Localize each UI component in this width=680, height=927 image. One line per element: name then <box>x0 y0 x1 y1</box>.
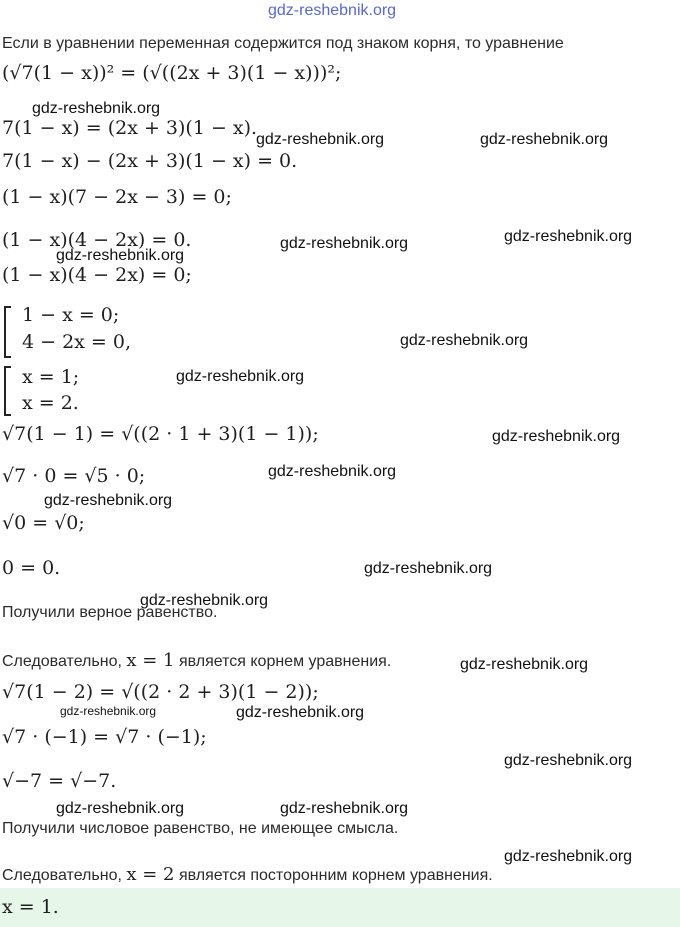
check-1-step-2: √7 · 0 = √5 · 0; <box>2 465 146 487</box>
system-eq-1: 1 − x = 0; <box>22 304 120 326</box>
equation-step-4: (1 − x)(7 − 2x − 3) = 0; <box>2 186 232 208</box>
check-2-step-2: √7 · (−1) = √7 · (−1); <box>2 726 207 748</box>
watermark: gdz-reshebnik.org <box>44 492 173 509</box>
root-eq-1: x = 1; <box>22 366 80 388</box>
watermark: gdz-reshebnik.org <box>280 235 409 252</box>
answer-box <box>0 888 680 927</box>
text-meaningless-equality: Получили числовое равенство, не имеющее смысла. <box>2 820 399 837</box>
check-1-step-3: √0 = √0; <box>2 512 85 534</box>
watermark: gdz-reshebnik.org <box>504 848 633 865</box>
system-bracket <box>4 306 11 358</box>
check-2-step-1: √7(1 − 2) = √((2 · 2 + 3)(1 − 2)); <box>2 681 319 703</box>
check-1-step-4: 0 = 0. <box>2 557 61 579</box>
watermark: gdz-reshebnik.org <box>56 247 185 264</box>
conclusion-2-prefix: Следовательно, <box>2 867 127 884</box>
intro-text: Если в уравнении переменная содержится под знаком корня, то уравнение <box>2 35 564 52</box>
conclusion-2-suffix: является посторонним корнем уравнения. <box>174 867 493 884</box>
system-eq-2: 4 − 2x = 0, <box>22 331 132 353</box>
check-1-step-1: √7(1 − 1) = √((2 · 1 + 3)(1 − 1)); <box>2 423 319 445</box>
watermark: gdz-reshebnik.org <box>32 100 161 117</box>
conclusion-1-math: x = 1 <box>126 650 175 671</box>
conclusion-2-math: x = 2 <box>126 864 175 885</box>
watermark: gdz-reshebnik.org <box>480 131 609 148</box>
equation-step-5: (1 − x)(4 − 2x) = 0. <box>2 229 192 251</box>
watermark: gdz-reshebnik.org <box>400 332 529 349</box>
watermark: gdz-reshebnik.org <box>460 656 589 673</box>
watermark: gdz-reshebnik.org <box>364 560 493 577</box>
equation-step-6: (1 − x)(4 − 2x) = 0; <box>2 264 192 286</box>
watermark: gdz-reshebnik.org <box>504 752 633 769</box>
root-eq-2: x = 2. <box>22 392 79 414</box>
site-link[interactable]: gdz-reshebnik.org <box>268 2 397 19</box>
conclusion-2 <box>2 864 493 885</box>
watermark: gdz-reshebnik.org <box>492 428 621 445</box>
watermark: gdz-reshebnik.org <box>60 704 157 718</box>
watermark: gdz-reshebnik.org <box>280 800 409 817</box>
watermark: gdz-reshebnik.org <box>256 131 385 148</box>
answer-text: x = 1. <box>2 896 59 918</box>
roots-bracket <box>4 366 11 416</box>
watermark: gdz-reshebnik.org <box>504 228 633 245</box>
watermark: gdz-reshebnik.org <box>236 704 365 721</box>
watermark: gdz-reshebnik.org <box>56 800 185 817</box>
equation-step-1: (√7(1 − x))² = (√((2x + 3)(1 − x)))²; <box>2 62 342 84</box>
conclusion-1 <box>2 650 391 671</box>
watermark: gdz-reshebnik.org <box>268 463 397 480</box>
check-2-step-3: √−7 = √−7. <box>2 770 117 792</box>
conclusion-1-prefix: Следовательно, <box>2 653 127 670</box>
text-true-equality: Получили верное равенство. <box>2 604 218 621</box>
conclusion-1-suffix: является корнем уравнения. <box>174 653 392 670</box>
watermark: gdz-reshebnik.org <box>140 592 269 609</box>
equation-step-2: 7(1 − x) = (2x + 3)(1 − x). <box>2 117 258 139</box>
watermark: gdz-reshebnik.org <box>176 368 305 385</box>
equation-step-3: 7(1 − x) − (2x + 3)(1 − x) = 0. <box>2 150 298 172</box>
